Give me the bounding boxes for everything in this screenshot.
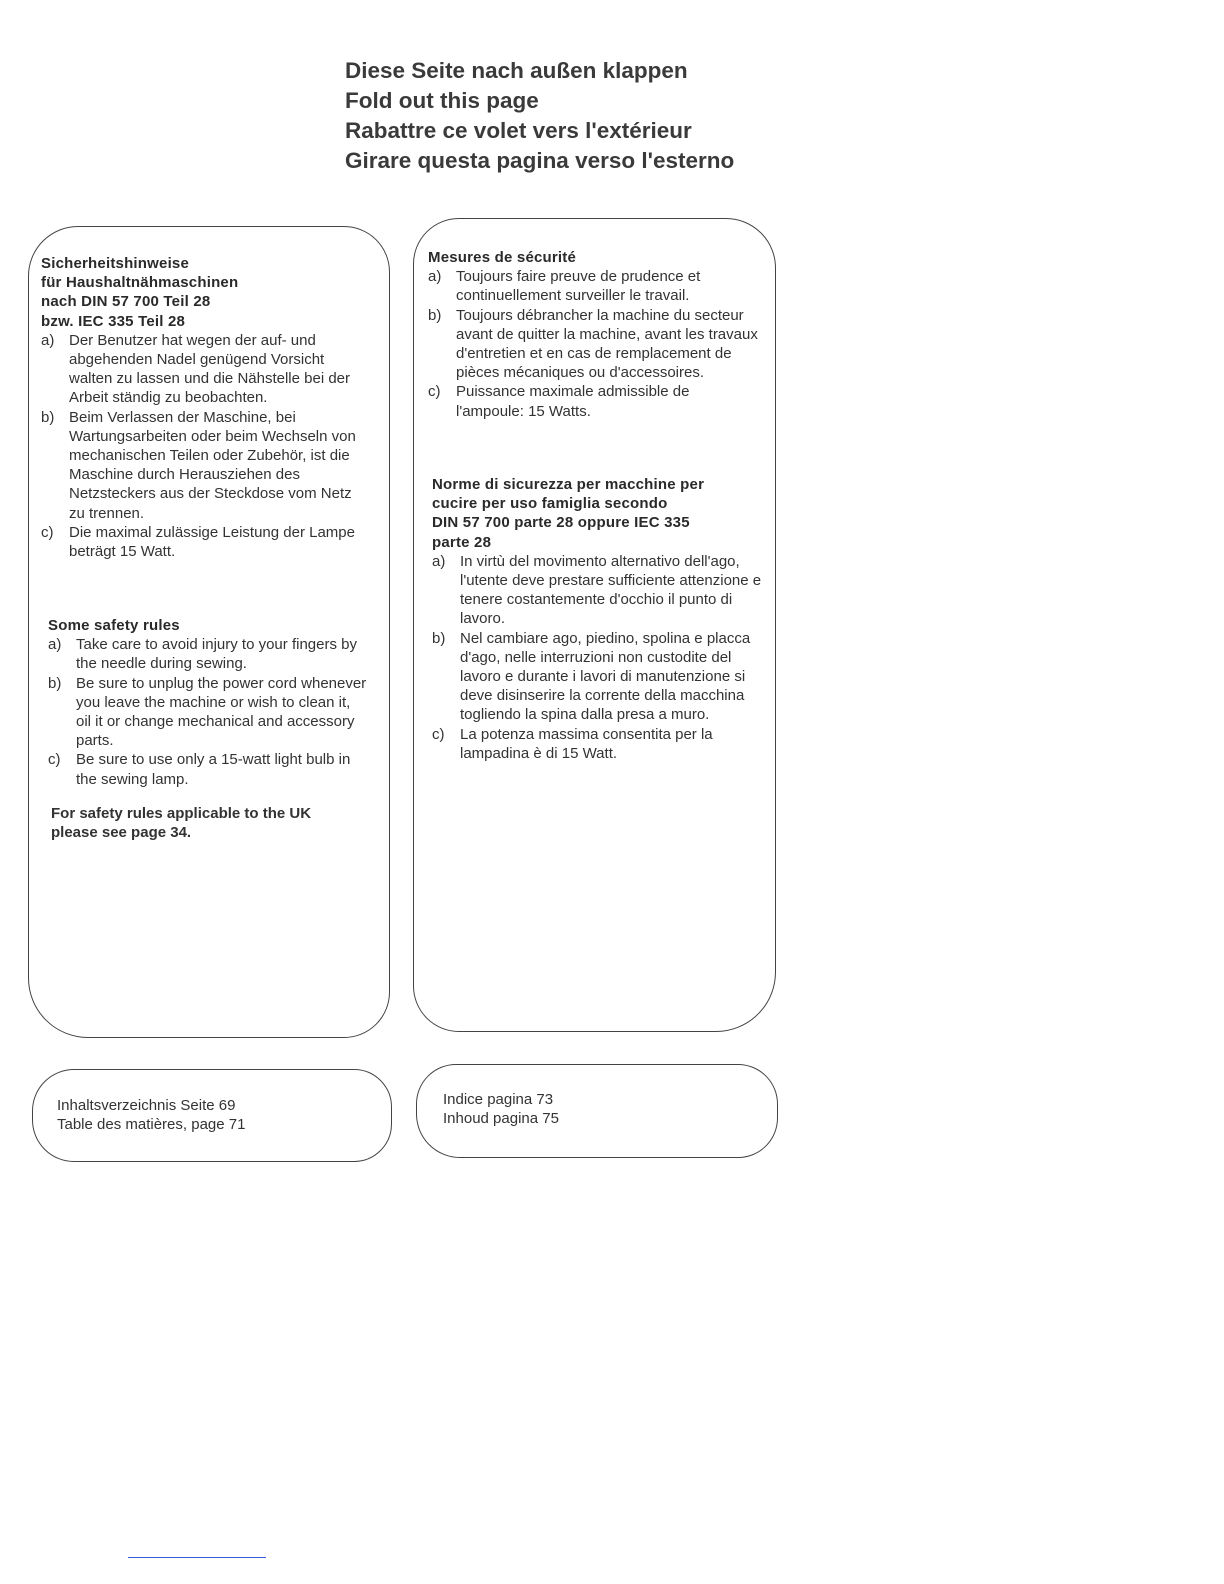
item-label: c) <box>48 751 61 769</box>
german-safety-section <box>41 254 366 561</box>
item-text: Be sure to unplug the power cord whenever you leave the machine or wish to clean it, oil it or change mechanical and accessory parts. <box>76 674 367 750</box>
italian-title-line: DIN 57 700 parte 28 oppure IEC 335 <box>432 514 690 532</box>
french-safety-section <box>428 248 758 421</box>
italian-title <box>432 475 762 552</box>
french-item-a <box>428 267 758 305</box>
item-label: b) <box>432 629 446 647</box>
item-text: Nel cambiare ago, piedino, spolina e placca d'ago, nelle interruzioni non custodite del lavoro e durante i lavori di manutenzione si deve disinserire la corrente della macchina togliendo la spina dalla presa a muro. <box>460 629 751 724</box>
english-item-b <box>48 674 368 751</box>
heading-line-it: Girare questa pagina verso l'esterno <box>345 148 735 173</box>
heading-line-de: Diese Seite nach außen klappen <box>345 58 688 83</box>
english-safety-section <box>48 616 368 789</box>
italian-title-line: cucire per uso famiglia secondo <box>432 495 668 513</box>
heading-line-fr: Rabattre ce volet vers l'extérieur <box>345 118 692 143</box>
item-text: Be sure to use only a 15-watt light bulb in the sewing lamp. <box>76 751 351 788</box>
toc-left <box>57 1096 245 1134</box>
item-text: Der Benutzer hat wegen der auf- und abgehenden Nadel genügend Vorsicht walten zu lassen und die Nähstelle bei der Arbeit ständig zu beobachten. <box>69 331 351 407</box>
fold-out-heading <box>345 56 765 176</box>
item-label: a) <box>41 331 55 349</box>
item-text: Die maximal zulässige Leistung der Lampe beträgt 15 Watt. <box>69 523 355 561</box>
italian-title-line: Norme di sicurezza per macchine per <box>432 476 705 493</box>
english-item-a <box>48 635 368 673</box>
french-item-c <box>428 382 758 420</box>
french-title: Mesures de sécurité <box>428 249 577 266</box>
item-label: b) <box>41 408 55 426</box>
italian-title-line: parte 28 <box>432 533 492 551</box>
item-text: Toujours faire preuve de prudence et continuellement surveiller le travail. <box>456 268 701 305</box>
french-item-b <box>428 306 758 383</box>
german-item-a <box>41 331 366 408</box>
heading-line-en: Fold out this page <box>345 88 539 113</box>
footer-rule <box>128 1557 266 1558</box>
item-text: Take care to avoid injury to your fingers by the needle during sewing. <box>76 636 357 673</box>
item-label: a) <box>432 552 446 570</box>
item-text: La potenza massima consentita per la lampadina è di 15 Watt. <box>460 725 713 762</box>
german-title-line: für Haushaltnähmaschinen <box>41 274 239 292</box>
toc-entry: Inhaltsverzeichnis Seite 69 <box>57 1097 236 1114</box>
item-text: Toujours débrancher la machine du secteur avant de quitter la machine, avant les travaux d'entretien et en cas de remplacement de pièces mécaniques ou d'accessoires. <box>456 306 758 382</box>
italian-item-c <box>432 725 762 763</box>
toc-entry: Indice pagina 73 <box>443 1091 554 1108</box>
item-text: Beim Verlassen der Maschine, bei Wartungsarbeiten oder beim Wechseln von mechanischen Teilen oder Zubehör, ist die Maschine durch Herausziehen des Netzsteckers aus der Steckdose vom Netz zu trennen. <box>69 408 356 522</box>
uk-safety-note <box>51 804 371 842</box>
uk-note-line: For safety rules applicable to the UK <box>51 805 312 822</box>
toc-entry: Table des matières, page 71 <box>57 1116 246 1133</box>
english-title: Some safety rules <box>48 617 180 634</box>
italian-item-a <box>432 552 762 629</box>
english-item-c <box>48 750 368 788</box>
item-label: c) <box>428 383 441 401</box>
italian-safety-section <box>432 475 762 763</box>
german-title-line: bzw. IEC 335 Teil 28 <box>41 312 186 330</box>
german-item-c <box>41 523 366 561</box>
german-title <box>41 254 366 331</box>
item-label: a) <box>48 636 62 654</box>
german-item-b <box>41 408 366 523</box>
item-label: b) <box>48 674 62 692</box>
toc-entry: Inhoud pagina 75 <box>443 1110 559 1127</box>
item-label: b) <box>428 306 442 324</box>
uk-note-line: please see page 34. <box>51 824 192 842</box>
item-label: a) <box>428 268 442 286</box>
item-text: In virtù del movimento alternativo dell'ago, l'utente deve prestare sufficiente attenzione e tenere costantemente d'occhio il punto di lavoro. <box>460 552 762 628</box>
item-label: c) <box>41 523 54 541</box>
item-label: c) <box>432 725 445 743</box>
italian-item-b <box>432 629 762 725</box>
item-text: Puissance maximale admissible de l'ampoule: 15 Watts. <box>456 383 690 420</box>
german-title-line: Sicherheitshinweise <box>41 255 190 272</box>
toc-right <box>443 1090 559 1128</box>
german-title-line: nach DIN 57 700 Teil 28 <box>41 293 211 311</box>
